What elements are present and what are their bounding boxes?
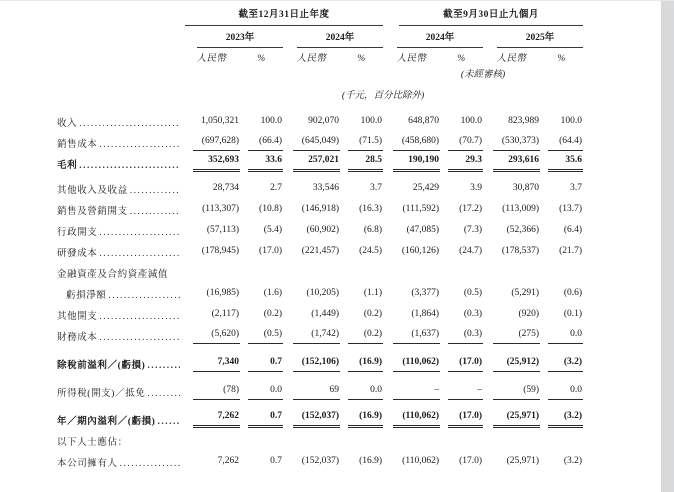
value-cell: (0.2) bbox=[263, 309, 282, 319]
value-cell: (7.3) bbox=[463, 225, 483, 235]
value-cell: (24.7) bbox=[459, 246, 483, 256]
table-row bbox=[57, 109, 583, 130]
table-row bbox=[57, 344, 583, 372]
value-cell: (10,205) bbox=[306, 288, 339, 298]
value-cell: (178,537) bbox=[501, 246, 540, 256]
value-cell: (110,062) bbox=[393, 354, 440, 372]
value-cell: (152,037) bbox=[301, 456, 339, 466]
dot-leader bbox=[147, 360, 180, 372]
value-cell: 0.7 bbox=[270, 456, 282, 466]
value-cell: (21.7) bbox=[559, 246, 583, 256]
row-label: 研發成本 bbox=[57, 249, 98, 259]
value-cell: – bbox=[393, 382, 440, 400]
percent-header: % bbox=[557, 54, 566, 64]
row-label: 年／期內溢利／(虧損) bbox=[57, 417, 156, 427]
value-cell bbox=[550, 269, 583, 281]
table-row bbox=[57, 239, 583, 260]
value-cell: (60,902) bbox=[306, 225, 339, 235]
dot-leader bbox=[120, 458, 180, 470]
value-cell bbox=[350, 269, 383, 281]
value-cell: (10.8) bbox=[259, 204, 282, 214]
table-row bbox=[57, 260, 583, 281]
value-cell: (71.5) bbox=[348, 133, 383, 151]
value-cell: (0.6) bbox=[563, 288, 583, 298]
units-note: (千元，百分比除外) bbox=[341, 91, 425, 101]
table-row bbox=[57, 197, 583, 218]
value-cell bbox=[293, 269, 340, 281]
value-cell: (178,945) bbox=[201, 246, 239, 256]
value-cell: (110,062) bbox=[402, 456, 440, 466]
value-cell: (0.1) bbox=[563, 309, 583, 319]
dot-leader bbox=[130, 185, 180, 197]
value-cell: 7,340 bbox=[193, 354, 240, 372]
value-cell: (17.2) bbox=[459, 204, 483, 214]
table-body bbox=[57, 109, 583, 470]
dot-leader bbox=[79, 160, 180, 172]
value-cell: (146,918) bbox=[301, 204, 339, 214]
table-row bbox=[57, 172, 583, 197]
period-header-annual: 截至12月31日止年度 bbox=[185, 9, 383, 26]
value-cell: (16.3) bbox=[359, 204, 383, 214]
value-cell: 7,262 bbox=[193, 408, 240, 428]
value-cell: (1,449) bbox=[311, 309, 339, 319]
dot-leader bbox=[99, 311, 180, 323]
year-header-2024-interim: 2024年 bbox=[397, 26, 483, 48]
value-cell: (2,117) bbox=[211, 309, 239, 319]
value-cell bbox=[493, 437, 540, 449]
value-cell: 35.6 bbox=[548, 152, 583, 172]
year-header-2025: 2025年 bbox=[497, 26, 583, 48]
value-cell: (0.3) bbox=[463, 309, 483, 319]
value-cell: 33,546 bbox=[312, 183, 339, 193]
value-cell: (0.5) bbox=[248, 326, 283, 344]
value-cell: 28,734 bbox=[212, 183, 239, 193]
value-cell: (458,680) bbox=[393, 133, 440, 151]
dot-leader bbox=[99, 332, 180, 344]
table-row bbox=[57, 130, 583, 151]
value-cell bbox=[493, 269, 540, 281]
value-cell bbox=[450, 269, 483, 281]
dot-leader bbox=[130, 206, 180, 218]
table-row bbox=[57, 218, 583, 239]
year-header-2024-annual: 2024年 bbox=[297, 26, 383, 48]
value-cell: 0.0 bbox=[548, 382, 583, 400]
table-row bbox=[57, 400, 583, 428]
value-cell: (5,291) bbox=[511, 288, 540, 298]
scan-edge bbox=[661, 1, 674, 492]
value-cell bbox=[193, 269, 240, 281]
dot-leader bbox=[108, 290, 180, 302]
value-cell: 648,870 bbox=[408, 116, 440, 126]
value-cell: (1,637) bbox=[393, 326, 440, 344]
currency-header: 人民幣 bbox=[196, 54, 227, 64]
value-cell: 29.3 bbox=[448, 152, 483, 172]
value-cell bbox=[393, 437, 440, 449]
value-cell: (47,085) bbox=[406, 225, 440, 235]
table-row bbox=[57, 372, 583, 400]
value-cell: 2.7 bbox=[270, 183, 282, 193]
value-cell: (25,912) bbox=[493, 354, 540, 372]
value-cell: (25,971) bbox=[506, 456, 540, 466]
value-cell: 100.0 bbox=[460, 116, 483, 126]
value-cell: (1,742) bbox=[293, 326, 340, 344]
value-cell: (111,592) bbox=[402, 204, 440, 214]
value-cell: (0.5) bbox=[463, 288, 483, 298]
table-row bbox=[57, 302, 583, 323]
value-cell: (24.5) bbox=[359, 246, 383, 256]
table-row bbox=[57, 281, 583, 302]
year-header-row bbox=[57, 26, 583, 48]
value-cell bbox=[250, 269, 283, 281]
value-cell: (221,457) bbox=[301, 246, 339, 256]
value-cell: (66.4) bbox=[248, 133, 283, 151]
period-header-row bbox=[57, 9, 583, 26]
units-row bbox=[57, 81, 583, 109]
value-cell: 28.5 bbox=[348, 152, 383, 172]
value-cell: 3.7 bbox=[570, 183, 583, 193]
value-cell: 352,693 bbox=[193, 152, 240, 172]
row-label: 其他收入及收益 bbox=[57, 186, 128, 196]
value-cell: (64.4) bbox=[548, 133, 583, 151]
row-label: 所得稅(開支)／抵免 bbox=[57, 389, 146, 399]
unaudited-note: (未經審核) bbox=[460, 70, 506, 80]
value-cell: (530,373) bbox=[493, 133, 540, 151]
value-cell: (160,126) bbox=[401, 246, 440, 256]
currency-header: 人民幣 bbox=[496, 54, 527, 64]
value-cell: (5,620) bbox=[193, 326, 240, 344]
value-cell: (645,049) bbox=[293, 133, 340, 151]
value-cell: (3.2) bbox=[563, 456, 583, 466]
value-cell: 3.7 bbox=[370, 183, 383, 193]
row-label: 收入 bbox=[57, 119, 78, 129]
value-cell: (6.8) bbox=[363, 225, 383, 235]
row-label: 以下人士應佔： bbox=[57, 438, 128, 448]
value-cell: 3.9 bbox=[470, 183, 483, 193]
currency-header: 人民幣 bbox=[296, 54, 327, 64]
value-cell: (0.3) bbox=[448, 326, 483, 344]
value-cell: (78) bbox=[193, 382, 240, 400]
value-cell: 0.0 bbox=[548, 326, 583, 344]
value-cell: 7,262 bbox=[217, 456, 239, 466]
value-cell: 902,070 bbox=[308, 116, 339, 126]
value-cell: (3,377) bbox=[411, 288, 440, 298]
value-cell: (152,106) bbox=[293, 354, 340, 372]
dot-leader bbox=[99, 227, 180, 239]
dot-leader bbox=[99, 139, 180, 151]
value-cell bbox=[250, 437, 283, 449]
value-cell bbox=[450, 437, 483, 449]
row-label: 毛利 bbox=[57, 161, 78, 171]
row-label: 行政開支 bbox=[57, 228, 98, 238]
value-cell: (3.2) bbox=[548, 354, 583, 372]
value-cell: (113,009) bbox=[502, 204, 540, 214]
value-cell: (16.9) bbox=[348, 354, 383, 372]
period-header-interim: 截至9月30日止九個月 bbox=[399, 9, 583, 26]
row-label: 財務成本 bbox=[57, 333, 98, 343]
value-cell: (3.2) bbox=[548, 408, 583, 428]
value-cell bbox=[550, 437, 583, 449]
value-cell: 190,190 bbox=[393, 152, 440, 172]
value-cell: 0.0 bbox=[348, 382, 383, 400]
value-cell: (52,366) bbox=[506, 225, 540, 235]
percent-header: % bbox=[357, 54, 366, 64]
row-label: 銷售成本 bbox=[57, 140, 98, 150]
value-cell: (17.0) bbox=[448, 354, 483, 372]
value-cell: (110,062) bbox=[393, 408, 440, 428]
table-row bbox=[57, 428, 583, 449]
value-cell: (1,864) bbox=[411, 309, 440, 319]
value-cell: (152,037) bbox=[293, 408, 340, 428]
value-cell: 0.0 bbox=[248, 382, 283, 400]
value-cell: 33.6 bbox=[248, 152, 283, 172]
value-cell: (1.1) bbox=[363, 288, 383, 298]
table-row bbox=[57, 323, 583, 344]
value-cell: 100.0 bbox=[260, 116, 282, 126]
value-cell: (25,971) bbox=[493, 408, 540, 428]
value-cell: (0.2) bbox=[348, 326, 383, 344]
row-label: 本公司擁有人 bbox=[57, 459, 118, 469]
dot-leader bbox=[157, 416, 180, 428]
value-cell: (6.4) bbox=[563, 225, 583, 235]
row-label: 金融資產及合約資產減值 bbox=[57, 270, 169, 280]
value-cell: 0.7 bbox=[248, 408, 283, 428]
value-cell bbox=[193, 437, 240, 449]
value-cell bbox=[393, 269, 440, 281]
table-row bbox=[57, 151, 583, 172]
value-cell: (5.4) bbox=[263, 225, 282, 235]
value-cell: – bbox=[448, 382, 483, 400]
value-cell: (920) bbox=[518, 309, 540, 319]
value-cell: (57,113) bbox=[206, 225, 239, 235]
value-cell: (13.7) bbox=[559, 204, 583, 214]
value-cell: (113,307) bbox=[202, 204, 239, 214]
value-cell: 1,050,321 bbox=[201, 116, 239, 126]
value-cell bbox=[350, 437, 383, 449]
percent-header: % bbox=[457, 54, 466, 64]
value-cell: (17.0) bbox=[448, 408, 483, 428]
financial-table bbox=[57, 9, 583, 470]
value-cell: 257,021 bbox=[293, 152, 340, 172]
dot-leader bbox=[99, 248, 180, 260]
value-cell: (16,985) bbox=[206, 288, 239, 298]
value-cell: (17.0) bbox=[459, 456, 483, 466]
row-label: 虧損淨額 bbox=[66, 291, 107, 301]
value-cell: 293,616 bbox=[493, 152, 540, 172]
value-cell: (59) bbox=[493, 382, 540, 400]
year-header-2023: 2023年 bbox=[197, 26, 283, 48]
value-cell: 69 bbox=[293, 382, 340, 400]
table-row bbox=[57, 449, 583, 470]
financial-table-wrap bbox=[57, 9, 583, 470]
value-cell: (17.0) bbox=[259, 246, 282, 256]
percent-header: % bbox=[257, 54, 266, 64]
value-cell: 30,870 bbox=[512, 183, 540, 193]
dot-leader bbox=[79, 118, 180, 130]
value-cell: (697,628) bbox=[193, 133, 240, 151]
dot-leader bbox=[147, 388, 180, 400]
value-cell: (275) bbox=[493, 326, 540, 344]
value-cell: (1.6) bbox=[263, 288, 282, 298]
subheader-row bbox=[57, 48, 583, 65]
value-cell: 100.0 bbox=[360, 116, 383, 126]
value-cell: 25,429 bbox=[412, 183, 440, 193]
value-cell: 100.0 bbox=[560, 116, 583, 126]
row-label: 除稅前溢利／(虧損) bbox=[57, 361, 146, 371]
value-cell: (0.2) bbox=[363, 309, 383, 319]
value-cell: (70.7) bbox=[448, 133, 483, 151]
row-label: 其他開支 bbox=[57, 312, 98, 322]
value-cell: 823,989 bbox=[508, 116, 540, 126]
value-cell: (16.9) bbox=[348, 408, 383, 428]
value-cell: 0.7 bbox=[248, 354, 283, 372]
unaudited-row bbox=[57, 65, 583, 81]
currency-header: 人民幣 bbox=[396, 54, 427, 64]
value-cell: (16.9) bbox=[359, 456, 383, 466]
value-cell bbox=[293, 437, 340, 449]
row-label: 銷售及營銷開支 bbox=[57, 207, 128, 217]
